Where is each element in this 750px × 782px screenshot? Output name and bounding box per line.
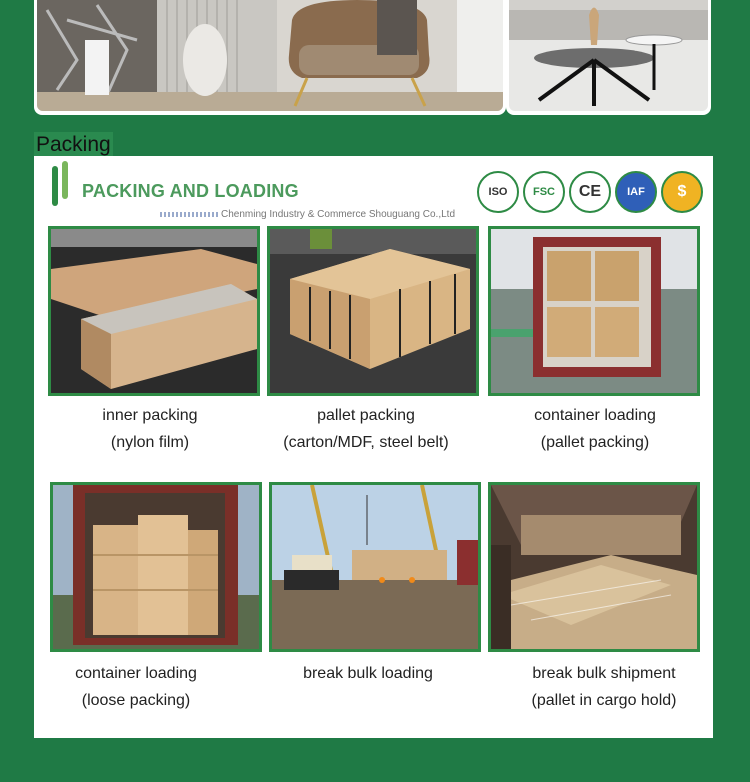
photo-pallet-packing xyxy=(267,226,479,396)
caption-title: inner packing xyxy=(102,407,198,424)
furniture-photo-left xyxy=(34,0,506,115)
fsc-tree-icon: FSC xyxy=(523,171,565,213)
certification-badges xyxy=(477,171,703,213)
section-label: Packing xyxy=(36,133,111,156)
caption-detail: (pallet packing) xyxy=(540,434,650,451)
caption-detail: (nylon film) xyxy=(110,434,190,451)
caption-detail: (carton/MDF, steel belt) xyxy=(283,434,449,451)
title-accent-bar-light xyxy=(62,161,68,199)
caption-break-bulk-loading xyxy=(258,660,478,687)
caption-inner-packing xyxy=(40,402,260,456)
caption-title: pallet packing xyxy=(317,407,415,424)
photo-container-pallet-loading xyxy=(488,226,700,396)
caption-detail: (loose packing) xyxy=(81,692,191,709)
caption-pallet-packing xyxy=(256,402,476,456)
iso-certification-icon: ISO xyxy=(477,171,519,213)
caption-title: break bulk shipment xyxy=(532,665,676,682)
title-accent-bar xyxy=(52,166,58,206)
packing-loading-panel xyxy=(34,156,713,738)
caption-container-loading-loose xyxy=(26,660,246,714)
photo-inner-packing xyxy=(48,226,260,396)
photo-break-bulk-shipment xyxy=(488,482,700,652)
caption-title: break bulk loading xyxy=(303,665,433,682)
panel-title: PACKING AND LOADING xyxy=(82,181,299,201)
caption-container-loading-pallet xyxy=(485,402,705,456)
furniture-photo-right xyxy=(506,0,711,115)
photo-break-bulk-loading xyxy=(269,482,481,652)
company-subtitle: Chenming Industry & Commerce Shouguang Co.,Ltd xyxy=(221,209,456,220)
subtitle-decoration xyxy=(160,212,218,217)
caption-detail: (pallet in cargo hold) xyxy=(531,692,677,709)
iaf-icon: IAF xyxy=(615,171,657,213)
photo-container-loose-loading xyxy=(50,482,262,652)
caption-break-bulk-shipment xyxy=(494,660,714,714)
money-bag-icon: $ xyxy=(661,171,703,213)
ce-mark-icon: CE xyxy=(569,171,611,213)
caption-title: container loading xyxy=(75,665,197,682)
caption-title: container loading xyxy=(534,407,656,424)
